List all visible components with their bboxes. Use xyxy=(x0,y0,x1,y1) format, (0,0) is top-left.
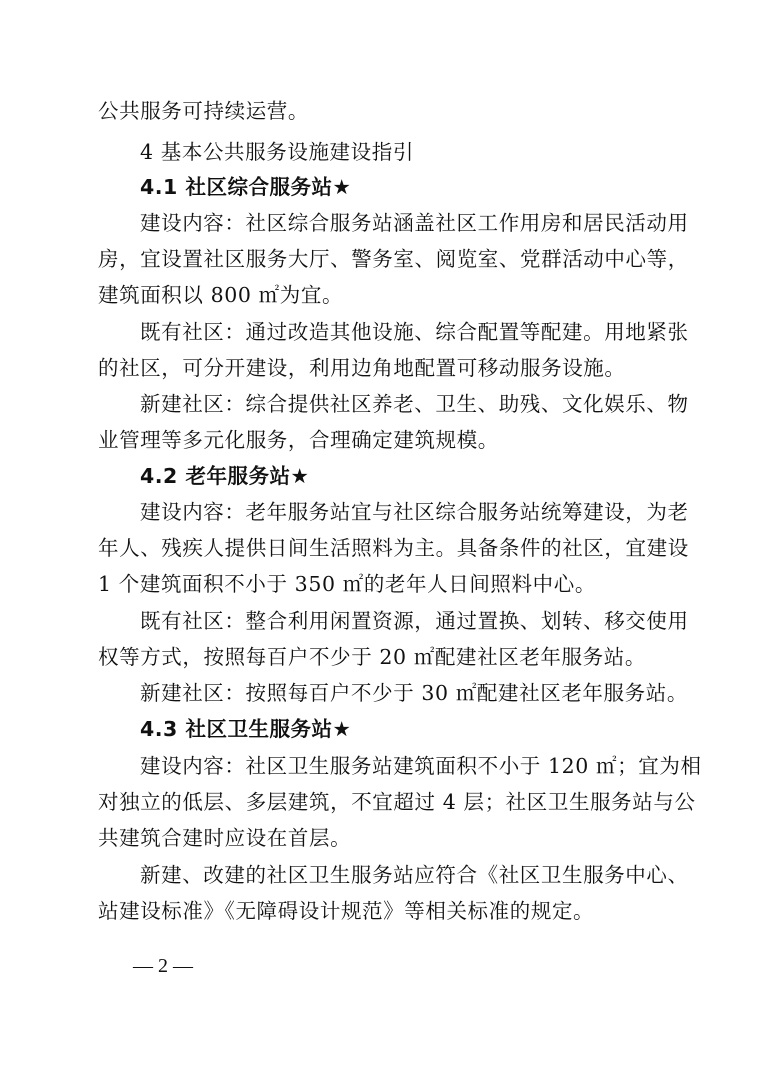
paragraph-line: 既有社区：通过改造其他设施、综合配置等配建。用地紧张 xyxy=(140,320,689,344)
paragraph-line: 共建筑合建时应设在首层。 xyxy=(98,826,352,850)
paragraph-line: 建筑面积以 800 ㎡为宜。 xyxy=(98,283,344,307)
paragraph-line: 新建社区：综合提供社区养老、卫生、助残、文化娱乐、物 xyxy=(140,392,689,416)
paragraph-line: 房，宜设置社区服务大厅、警务室、阅览室、党群活动中心等， xyxy=(98,247,689,271)
paragraph-line: 年人、残疾人提供日间生活照料为主。具备条件的社区，宜建设 xyxy=(98,536,689,560)
paragraph-continuation-line: 公共服务可持续运营。 xyxy=(98,99,309,123)
paragraph-line: 新建社区：按照每百户不少于 30 ㎡配建社区老年服务站。 xyxy=(140,681,688,705)
paragraph-line: 建设内容：老年服务站宜与社区综合服务站统筹建设，为老 xyxy=(140,500,689,524)
paragraph-line: 既有社区：整合利用闲置资源，通过置换、划转、移交使用 xyxy=(140,609,689,633)
subsection-heading-4-2: 4.2 老年服务站★ xyxy=(140,464,310,488)
paragraph-line: 业管理等多元化服务，合理确定建筑规模。 xyxy=(98,428,499,452)
subsection-heading-4-1: 4.1 社区综合服务站★ xyxy=(140,175,352,199)
paragraph-line: 站建设标准》《无障碍设计规范》等相关标准的规定。 xyxy=(98,899,595,923)
subsection-heading-4-3: 4.3 社区卫生服务站★ xyxy=(140,717,352,741)
paragraph-line: 建设内容：社区综合服务站涵盖社区工作用房和居民活动用 xyxy=(140,211,689,235)
paragraph-line: 对独立的低层、多层建筑，不宜超过 4 层；社区卫生服务站与公 xyxy=(98,790,696,814)
paragraph-line: 新建、改建的社区卫生服务站应符合《社区卫生服务中心、 xyxy=(140,863,689,887)
paragraph-line: 建设内容：社区卫生服务站建筑面积不小于 120 ㎡；宜为相 xyxy=(140,754,702,778)
page-number: — 2 — xyxy=(133,955,193,977)
section-heading-4: 4 基本公共服务设施建设指引 xyxy=(140,140,414,164)
paragraph-line: 的社区，可分开建设，利用边角地配置可移动服务设施。 xyxy=(98,356,626,380)
paragraph-line: 权等方式，按照每百户不少于 20 ㎡配建社区老年服务站。 xyxy=(98,645,646,669)
paragraph-line: 1 个建筑面积不小于 350 ㎡的老年人日间照料中心。 xyxy=(98,572,596,596)
